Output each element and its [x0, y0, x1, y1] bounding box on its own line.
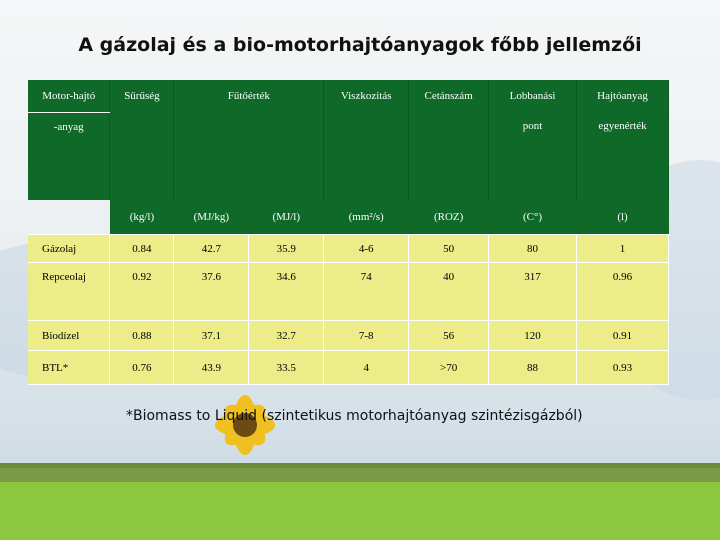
cell: 0.92 [110, 263, 174, 321]
cell: 37.6 [174, 263, 249, 321]
header-cetane: Cetánszám [409, 80, 489, 112]
cell: 88 [489, 351, 577, 385]
cell: 120 [489, 321, 577, 351]
cell-fuel: Gázolaj [28, 235, 110, 263]
cell: 56 [409, 321, 489, 351]
cell: 4-6 [324, 235, 409, 263]
cell: 42.7 [174, 235, 249, 263]
header-fuel: Motor-hajtó [28, 80, 110, 112]
cell: 74 [324, 263, 409, 321]
header-fuel-equivalent-line2: egyenérték [577, 112, 669, 200]
footnote: *Biomass to Liquid (szintetikus motorhajtóanyag szintézisgázból) [126, 408, 583, 424]
header-row-2 [28, 112, 669, 200]
cell: >70 [409, 351, 489, 385]
footer-band [0, 468, 720, 482]
cell: 0.76 [110, 351, 174, 385]
header-row [28, 80, 669, 112]
header-density: Sűrűség [110, 80, 174, 112]
unit-flash-point: (C°) [489, 200, 577, 235]
cell: 80 [489, 235, 577, 263]
table-row [28, 235, 669, 263]
cell: 32.7 [249, 321, 324, 351]
unit-heating-volume: (MJ/l) [249, 200, 324, 235]
header-viscosity: Viszkozitás [324, 80, 409, 112]
table-row [28, 321, 669, 351]
header-flash-point-line2: pont [489, 112, 577, 200]
cell-fuel: Biodízel [28, 321, 110, 351]
unit-fuel-equivalent: (l) [577, 200, 669, 235]
unit-density: (kg/l) [110, 200, 174, 235]
cell: 0.84 [110, 235, 174, 263]
cell: 43.9 [174, 351, 249, 385]
cell: 0.93 [577, 351, 669, 385]
cell: 35.9 [249, 235, 324, 263]
sunflower-image [190, 380, 300, 470]
fuel-properties-table [28, 80, 669, 385]
cell: 4 [324, 351, 409, 385]
cell: 0.88 [110, 321, 174, 351]
cell-fuel: BTL* [28, 351, 110, 385]
header-fuel-equivalent: Hajtóanyag [577, 80, 669, 112]
cell: 37.1 [174, 321, 249, 351]
cell: 7-8 [324, 321, 409, 351]
cell: 317 [489, 263, 577, 321]
unit-viscosity: (mm²/s) [324, 200, 409, 235]
cell: 0.96 [577, 263, 669, 321]
units-row [28, 200, 669, 235]
footer-bar [0, 482, 720, 540]
unit-heating-mass: (MJ/kg) [174, 200, 249, 235]
table-row [28, 351, 669, 385]
cell: 0.91 [577, 321, 669, 351]
cell: 1 [577, 235, 669, 263]
cell: 34.6 [249, 263, 324, 321]
cell-fuel: Repceolaj [28, 263, 110, 321]
header-fuel-line2: -anyag [28, 112, 110, 200]
cell: 33.5 [249, 351, 324, 385]
header-heating-value: Fűtőérték [174, 80, 324, 112]
page-title: A gázolaj és a bio-motorhajtóanyagok főbb jellemzői [78, 34, 642, 56]
unit-cetane: (ROZ) [409, 200, 489, 235]
table-row [28, 263, 669, 321]
cell: 40 [409, 263, 489, 321]
cell: 50 [409, 235, 489, 263]
header-flash-point: Lobbanási [489, 80, 577, 112]
